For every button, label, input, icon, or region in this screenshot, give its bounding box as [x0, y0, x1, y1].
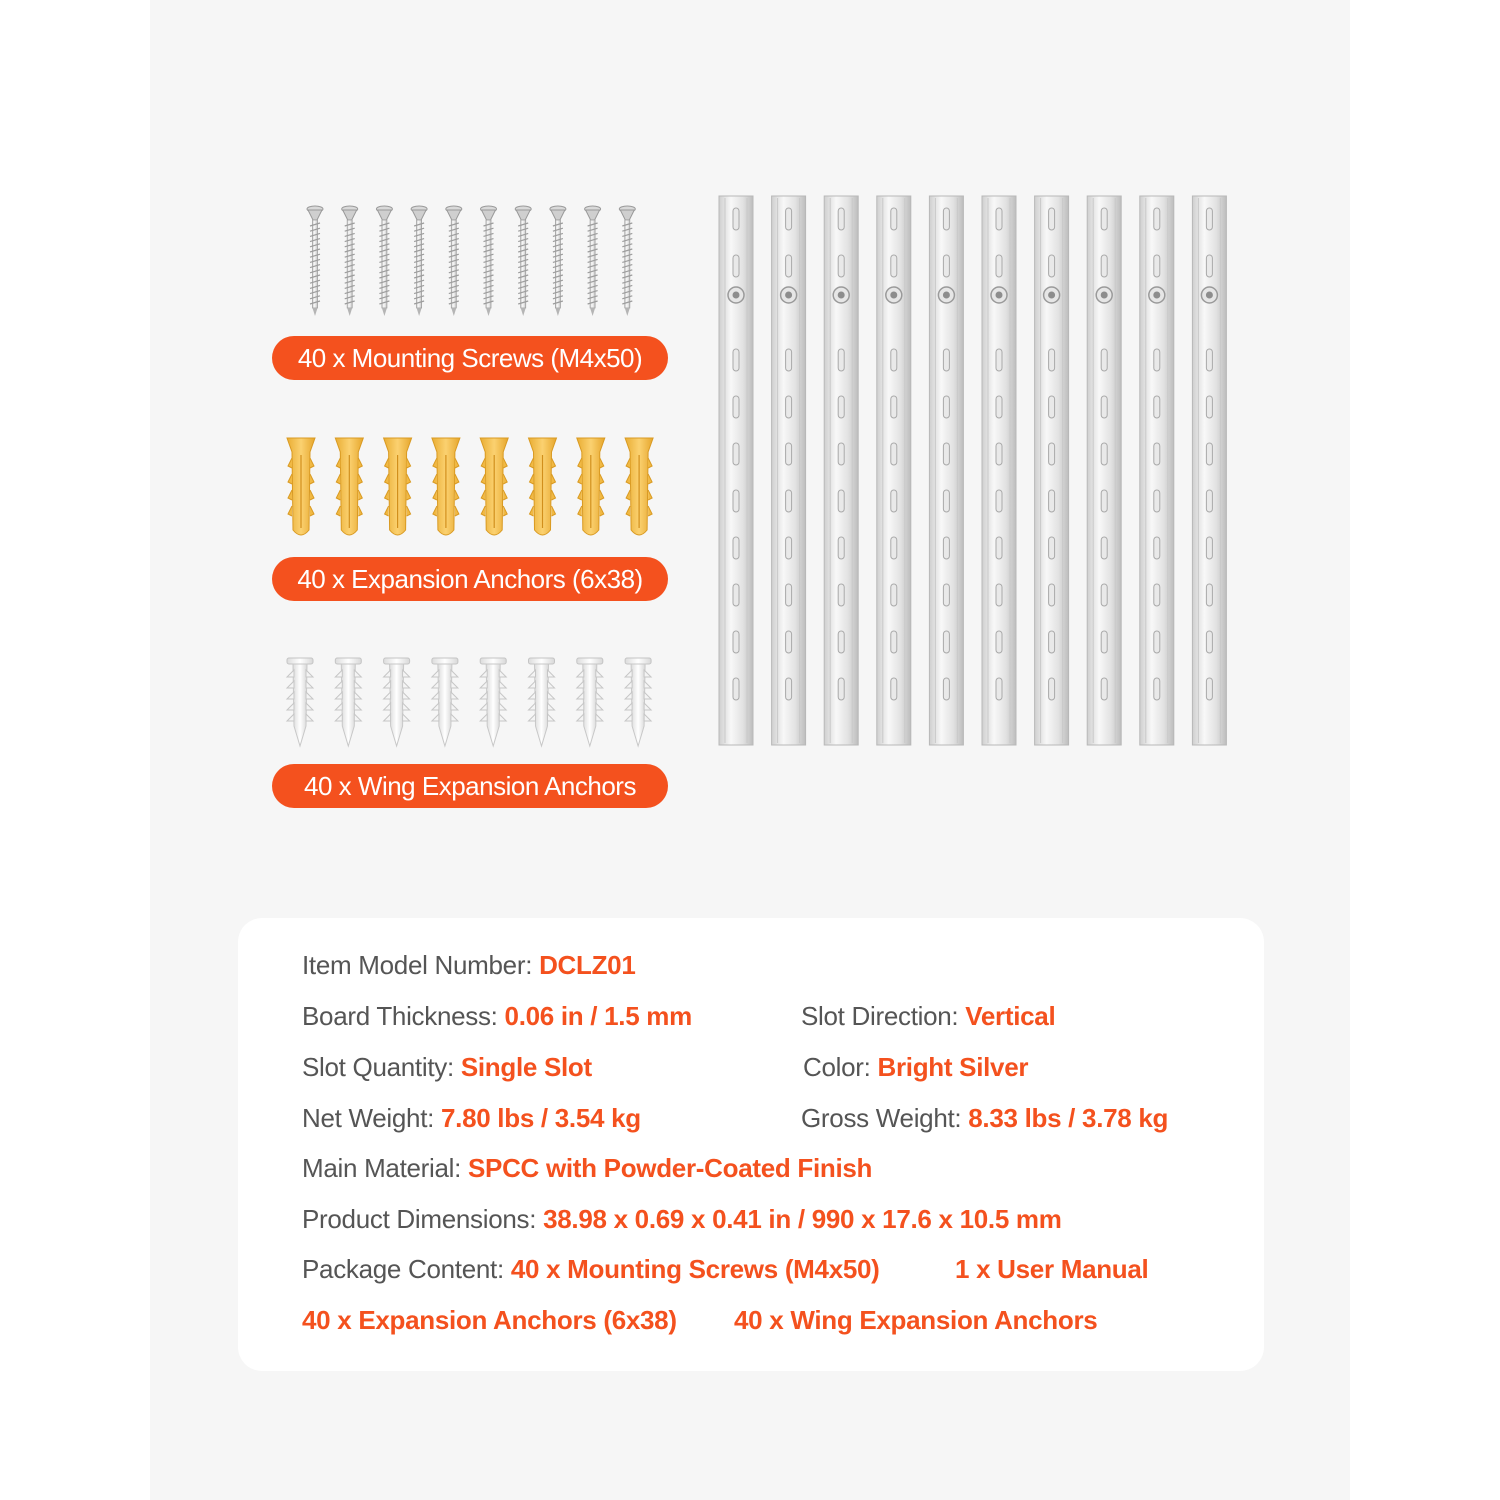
screw-icon: [342, 206, 358, 316]
wall-rail-icon: [1192, 196, 1226, 745]
expansion-anchor-icon: [480, 438, 508, 535]
wing-anchor-icon: [432, 658, 458, 746]
wing-anchor-icon: [577, 658, 603, 746]
expansion-anchor-icon: [287, 438, 315, 535]
wing-anchor-icon: [335, 658, 361, 746]
screws-label: 40 x Mounting Screws (M4x50): [272, 336, 668, 380]
wing-anchor-icon: [529, 658, 555, 746]
spec-material: Main Material: SPCC with Powder-Coated Finish: [302, 1153, 873, 1183]
screw-icon: [550, 206, 566, 316]
spec-net-weight: Net Weight: 7.80 lbs / 3.54 kg: [302, 1103, 641, 1133]
wall-rail-icon: [982, 196, 1016, 745]
screw-icon: [481, 206, 497, 316]
spec-quantity: Slot Quantity: Single Slot: [302, 1052, 592, 1082]
expansion-anchor-icon: [625, 438, 653, 535]
screw-icon: [619, 206, 635, 316]
spec-package: Package Content: 40 x Mounting Screws (M4x50): [302, 1254, 880, 1284]
wall-rail-icon: [772, 196, 806, 745]
wall-rail-icon: [1140, 196, 1174, 745]
wall-rail-icon: [1087, 196, 1121, 745]
wall-rail-icon: [929, 196, 963, 745]
wall-rail-icon: [877, 196, 911, 745]
screw-icon: [411, 206, 427, 316]
expansion-anchor-icon: [384, 438, 412, 535]
package-item-wing-anchors: 40 x Wing Expansion Anchors: [734, 1305, 1098, 1335]
spec-gross-weight: Gross Weight: 8.33 lbs / 3.78 kg: [801, 1103, 1169, 1133]
wall-rail-icon: [1035, 196, 1069, 745]
wing-anchor-icon: [625, 658, 651, 746]
anchors-label: 40 x Expansion Anchors (6x38): [272, 557, 668, 601]
expansion-anchor-icon: [577, 438, 605, 535]
screw-icon: [515, 206, 531, 316]
wing-anchor-icon: [384, 658, 410, 746]
expansion-anchor-icon: [335, 438, 363, 535]
package-item-anchors: 40 x Expansion Anchors (6x38): [302, 1305, 677, 1335]
wall-rail-icon: [824, 196, 858, 745]
spec-direction: Slot Direction: Vertical: [801, 1001, 1056, 1031]
spec-card: [238, 918, 1264, 1371]
screw-icon: [307, 206, 323, 316]
spec-color: Color: Bright Silver: [803, 1052, 1029, 1082]
wing-anchors-label: 40 x Wing Expansion Anchors: [272, 764, 668, 808]
wing-anchor-icon: [287, 658, 313, 746]
spec-model: Item Model Number: DCLZ01: [302, 950, 636, 980]
expansion-anchor-icon: [529, 438, 557, 535]
wing-anchor-icon: [480, 658, 506, 746]
spec-dimensions: Product Dimensions: 38.98 x 0.69 x 0.41 in / 990 x 17.6 x 10.5 mm: [302, 1204, 1062, 1234]
screw-icon: [376, 206, 392, 316]
expansion-anchor-icon: [432, 438, 460, 535]
screw-icon: [585, 206, 601, 316]
package-item-manual: 1 x User Manual: [955, 1254, 1149, 1284]
screw-icon: [446, 206, 462, 316]
spec-thickness: Board Thickness: 0.06 in / 1.5 mm: [302, 1001, 692, 1031]
wall-rail-icon: [719, 196, 753, 745]
